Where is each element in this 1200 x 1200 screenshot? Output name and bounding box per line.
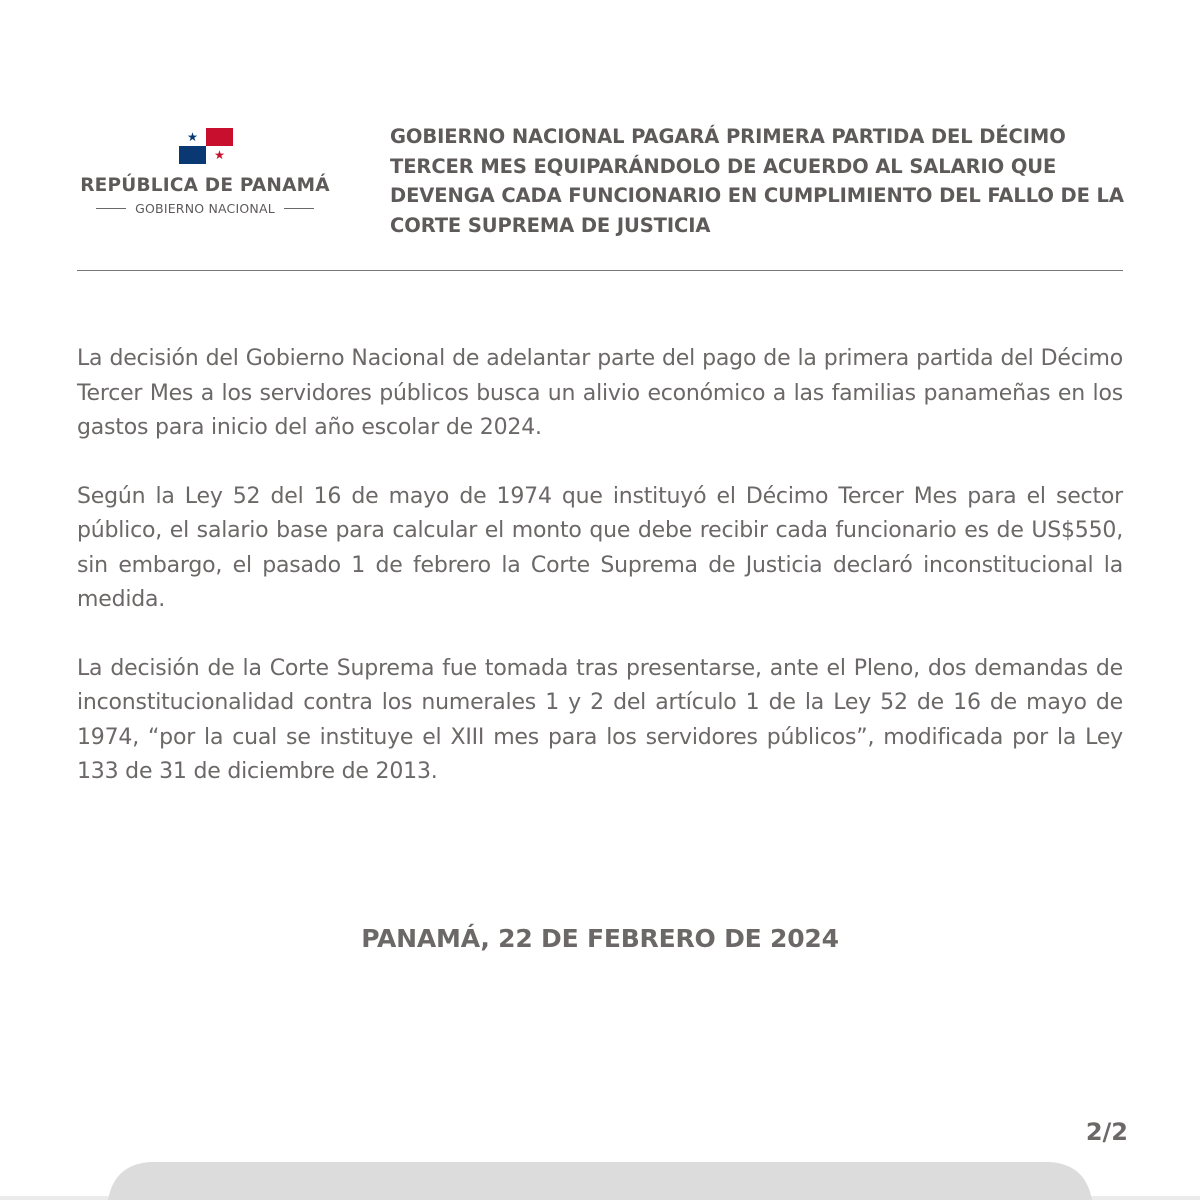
dateline: PANAMÁ, 22 DE FEBRERO DE 2024 [361, 924, 839, 953]
header-divider [77, 270, 1123, 271]
paragraph-2: Según la Ley 52 del 16 de mayo de 1974 que instituyó el Décimo Tercer Mes para el sector público, el salario base para calcular el monto que debe recibir cada funcionario es de US$550, sin embargo, el pasado 1 de febrero la Corte Suprema de Justicia declaró inconstitucional la medida. [77, 483, 1123, 612]
right-rule [284, 208, 314, 209]
page-number: 2/2 [1085, 1118, 1128, 1146]
press-release-body [77, 342, 1123, 824]
left-rule [96, 208, 126, 209]
panama-flag-icon [179, 128, 233, 164]
paragraph-1: La decisión del Gobierno Nacional de adelantar parte del pago de la primera partida del Décimo Tercer Mes a los servidores públicos busca un alivio económico a las familias panameñas en los gastos para inicio del año escolar de 2024. [77, 346, 1123, 440]
paragraph-3: La decisión de la Corte Suprema fue tomada tras presentarse, ante el Pleno, dos demandas de inconstitucionalidad contra los numerales 1 y 2 del artículo 1 de la Ley 52 de 16 de mayo de 1974, “por la cual se instituye el XIII mes para los servidores públicos”, modificada por la Ley 133 de 31 de diciembre de 2013. [77, 655, 1123, 784]
logo-subtitle: GOBIERNO NACIONAL [135, 201, 275, 216]
logo-subtitle-row [74, 201, 336, 216]
government-logo [74, 128, 336, 220]
logo-title: REPÚBLICA DE PANAMÁ [80, 175, 330, 196]
press-release-headline: GOBIERNO NACIONAL PAGARÁ PRIMERA PARTIDA DEL DÉCIMO TERCER MES EQUIPARÁNDOLO DE ACUERDO AL SALARIO QUE DEVENGA CADA FUNCIONARIO EN CUMPLIMIENTO DEL FALLO DE LA CORTE SUPREMA DE JUSTICIA [390, 125, 1124, 237]
footer-band [0, 1158, 1200, 1200]
